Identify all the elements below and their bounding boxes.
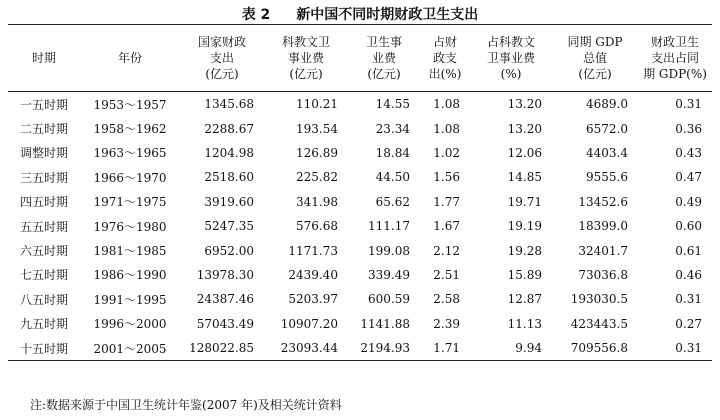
years-cell: 1996～2000 bbox=[93, 317, 167, 332]
value-cell: 0.61 bbox=[675, 243, 702, 258]
period-cell: 一五时期 bbox=[19, 97, 68, 112]
period-cell: 十五时期 bbox=[19, 341, 68, 356]
value-cell: 576.68 bbox=[296, 219, 338, 234]
value-cell: 0.60 bbox=[675, 219, 702, 234]
years-cell: 1991～1995 bbox=[93, 292, 167, 307]
table-row bbox=[8, 165, 712, 189]
value-cell: 225.82 bbox=[296, 170, 338, 185]
value-cell: 0.46 bbox=[675, 267, 702, 282]
value-cell: 126.89 bbox=[296, 145, 338, 160]
value-cell: 2518.60 bbox=[204, 170, 254, 185]
value-cell: 1.08 bbox=[433, 97, 460, 112]
period-cell: 调整时期 bbox=[19, 146, 68, 161]
column-header-line: (亿元) bbox=[289, 67, 323, 81]
table-header-row bbox=[8, 25, 712, 92]
table-row bbox=[8, 336, 712, 361]
value-cell: 3919.60 bbox=[204, 194, 254, 209]
value-cell: 11.13 bbox=[507, 316, 542, 331]
table-row bbox=[8, 141, 712, 165]
column-header-line: 支出占同 bbox=[650, 51, 699, 65]
column-header bbox=[470, 25, 552, 92]
column-header bbox=[420, 25, 470, 92]
column-header-line: 占财 bbox=[432, 35, 457, 49]
value-cell: 1141.88 bbox=[360, 316, 410, 331]
value-cell: 110.21 bbox=[296, 97, 338, 112]
value-cell: 5247.35 bbox=[204, 219, 254, 234]
value-cell: 57043.49 bbox=[196, 316, 254, 331]
value-cell: 32401.7 bbox=[578, 243, 628, 258]
column-header-line: 业费 bbox=[371, 51, 396, 65]
value-cell: 15.89 bbox=[507, 267, 542, 282]
value-cell: 1.71 bbox=[433, 341, 460, 356]
period-cell: 七五时期 bbox=[19, 268, 68, 283]
period-cell: 二五时期 bbox=[19, 122, 68, 137]
column-header-line: 事业费 bbox=[287, 51, 324, 65]
value-cell: 1.67 bbox=[433, 219, 460, 234]
value-cell: 23093.44 bbox=[280, 341, 338, 356]
table-body bbox=[8, 92, 712, 361]
table-title bbox=[0, 4, 720, 24]
years-cell: 2001～2005 bbox=[93, 341, 167, 356]
years-cell: 1953～1957 bbox=[93, 97, 167, 112]
column-header-line: 卫生事 bbox=[365, 35, 402, 49]
period-cell: 三五时期 bbox=[19, 170, 68, 185]
column-header-line: 政支 bbox=[432, 51, 457, 65]
value-cell: 14.55 bbox=[375, 97, 410, 112]
value-cell: 23.34 bbox=[375, 121, 410, 136]
column-header-line: 科教文卫 bbox=[281, 35, 330, 49]
value-cell: 24387.46 bbox=[196, 292, 254, 307]
table-row bbox=[8, 214, 712, 238]
table-row bbox=[8, 116, 712, 140]
value-cell: 9555.6 bbox=[586, 170, 628, 185]
value-cell: 423443.5 bbox=[570, 316, 628, 331]
value-cell: 709556.8 bbox=[570, 341, 628, 356]
value-cell: 1.77 bbox=[433, 194, 460, 209]
years-cell: 1966～1970 bbox=[93, 170, 167, 185]
value-cell: 19.28 bbox=[507, 243, 542, 258]
value-cell: 600.59 bbox=[368, 292, 410, 307]
health-expenditure-table bbox=[8, 24, 712, 361]
value-cell: 2.58 bbox=[433, 292, 460, 307]
value-cell: 65.62 bbox=[375, 194, 410, 209]
value-cell: 13.20 bbox=[507, 97, 542, 112]
column-header bbox=[552, 25, 638, 92]
column-header-line: (亿元) bbox=[205, 67, 239, 81]
table-title-text: 新中国不同时期财政卫生支出 bbox=[296, 7, 479, 23]
table-row bbox=[8, 263, 712, 287]
value-cell: 339.49 bbox=[368, 267, 410, 282]
period-cell: 四五时期 bbox=[19, 195, 68, 210]
value-cell: 341.98 bbox=[296, 194, 338, 209]
value-cell: 2439.40 bbox=[288, 267, 338, 282]
value-cell: 0.31 bbox=[675, 292, 702, 307]
column-header-line: 期 GDP(%) bbox=[643, 67, 707, 81]
column-header bbox=[264, 25, 348, 92]
value-cell: 6952.00 bbox=[204, 243, 254, 258]
table-row bbox=[8, 190, 712, 214]
years-cell: 1986～1990 bbox=[93, 268, 167, 283]
column-header-line: 出(%) bbox=[428, 67, 462, 81]
value-cell: 5203.97 bbox=[288, 292, 338, 307]
table-row bbox=[8, 287, 712, 311]
value-cell: 1.02 bbox=[433, 145, 460, 160]
table-number: 表 2 bbox=[241, 7, 271, 23]
value-cell: 9.94 bbox=[515, 341, 542, 356]
period-cell: 六五时期 bbox=[19, 244, 68, 259]
value-cell: 44.50 bbox=[375, 170, 410, 185]
value-cell: 1.56 bbox=[433, 170, 460, 185]
column-header-line: (亿元) bbox=[578, 67, 612, 81]
period-cell: 八五时期 bbox=[19, 292, 68, 307]
column-header-line: 总值 bbox=[582, 51, 607, 65]
column-header-line: (%) bbox=[500, 67, 522, 81]
column-header-line: 支出 bbox=[209, 51, 234, 65]
value-cell: 12.06 bbox=[507, 145, 542, 160]
value-cell: 13.20 bbox=[507, 121, 542, 136]
value-cell: 193030.5 bbox=[570, 292, 628, 307]
value-cell: 10907.20 bbox=[280, 316, 338, 331]
years-cell: 1971～1975 bbox=[93, 195, 167, 210]
column-header bbox=[180, 25, 264, 92]
value-cell: 13452.6 bbox=[578, 194, 628, 209]
value-cell: 73036.8 bbox=[578, 267, 628, 282]
value-cell: 0.27 bbox=[675, 316, 702, 331]
table-row bbox=[8, 92, 712, 117]
column-header-line: (亿元) bbox=[367, 67, 401, 81]
value-cell: 1204.98 bbox=[204, 145, 254, 160]
value-cell: 2288.67 bbox=[204, 121, 254, 136]
column-header bbox=[638, 25, 712, 92]
table-row bbox=[8, 238, 712, 262]
column-header-line: 占科教文 bbox=[486, 35, 535, 49]
years-cell: 1981～1985 bbox=[93, 244, 167, 259]
column-header bbox=[80, 25, 180, 92]
column-header-line: 国家财政 bbox=[197, 35, 246, 49]
value-cell: 18399.0 bbox=[578, 219, 628, 234]
value-cell: 0.31 bbox=[675, 341, 702, 356]
table-row bbox=[8, 312, 712, 336]
value-cell: 1345.68 bbox=[204, 97, 254, 112]
value-cell: 199.08 bbox=[368, 243, 410, 258]
column-header-line: 财政卫生 bbox=[650, 35, 699, 49]
value-cell: 19.71 bbox=[507, 194, 542, 209]
column-header-line: 卫事业费 bbox=[486, 51, 535, 65]
value-cell: 19.19 bbox=[507, 219, 542, 234]
value-cell: 111.17 bbox=[368, 219, 410, 234]
years-cell: 1958～1962 bbox=[93, 122, 167, 137]
value-cell: 193.54 bbox=[296, 121, 338, 136]
source-note: 注:数据来源于中国卫生统计年鉴(2007 年)及相关统计资料 bbox=[30, 398, 342, 412]
value-cell: 0.47 bbox=[675, 170, 702, 185]
value-cell: 128022.85 bbox=[189, 341, 254, 356]
value-cell: 0.49 bbox=[675, 194, 702, 209]
period-cell: 五五时期 bbox=[19, 219, 68, 234]
value-cell: 2.12 bbox=[433, 243, 460, 258]
value-cell: 2.51 bbox=[433, 267, 460, 282]
period-cell: 九五时期 bbox=[19, 317, 68, 332]
years-cell: 1963～1965 bbox=[93, 146, 167, 161]
value-cell: 2.39 bbox=[433, 316, 460, 331]
value-cell: 13978.30 bbox=[196, 267, 254, 282]
value-cell: 18.84 bbox=[375, 145, 410, 160]
value-cell: 1171.73 bbox=[288, 243, 338, 258]
column-header bbox=[8, 25, 80, 92]
years-cell: 1976～1980 bbox=[93, 219, 167, 234]
value-cell: 0.43 bbox=[675, 145, 702, 160]
value-cell: 14.85 bbox=[507, 170, 542, 185]
value-cell: 4403.4 bbox=[586, 145, 628, 160]
value-cell: 6572.0 bbox=[586, 121, 628, 136]
column-header bbox=[348, 25, 420, 92]
value-cell: 0.36 bbox=[675, 121, 702, 136]
value-cell: 1.08 bbox=[433, 121, 460, 136]
value-cell: 2194.93 bbox=[360, 341, 410, 356]
value-cell: 0.31 bbox=[675, 97, 702, 112]
column-header-line: 年份 bbox=[117, 51, 142, 65]
value-cell: 12.87 bbox=[507, 292, 542, 307]
column-header-line: 时期 bbox=[31, 51, 56, 65]
value-cell: 4689.0 bbox=[586, 97, 628, 112]
column-header-line: 同期 GDP bbox=[567, 35, 623, 49]
